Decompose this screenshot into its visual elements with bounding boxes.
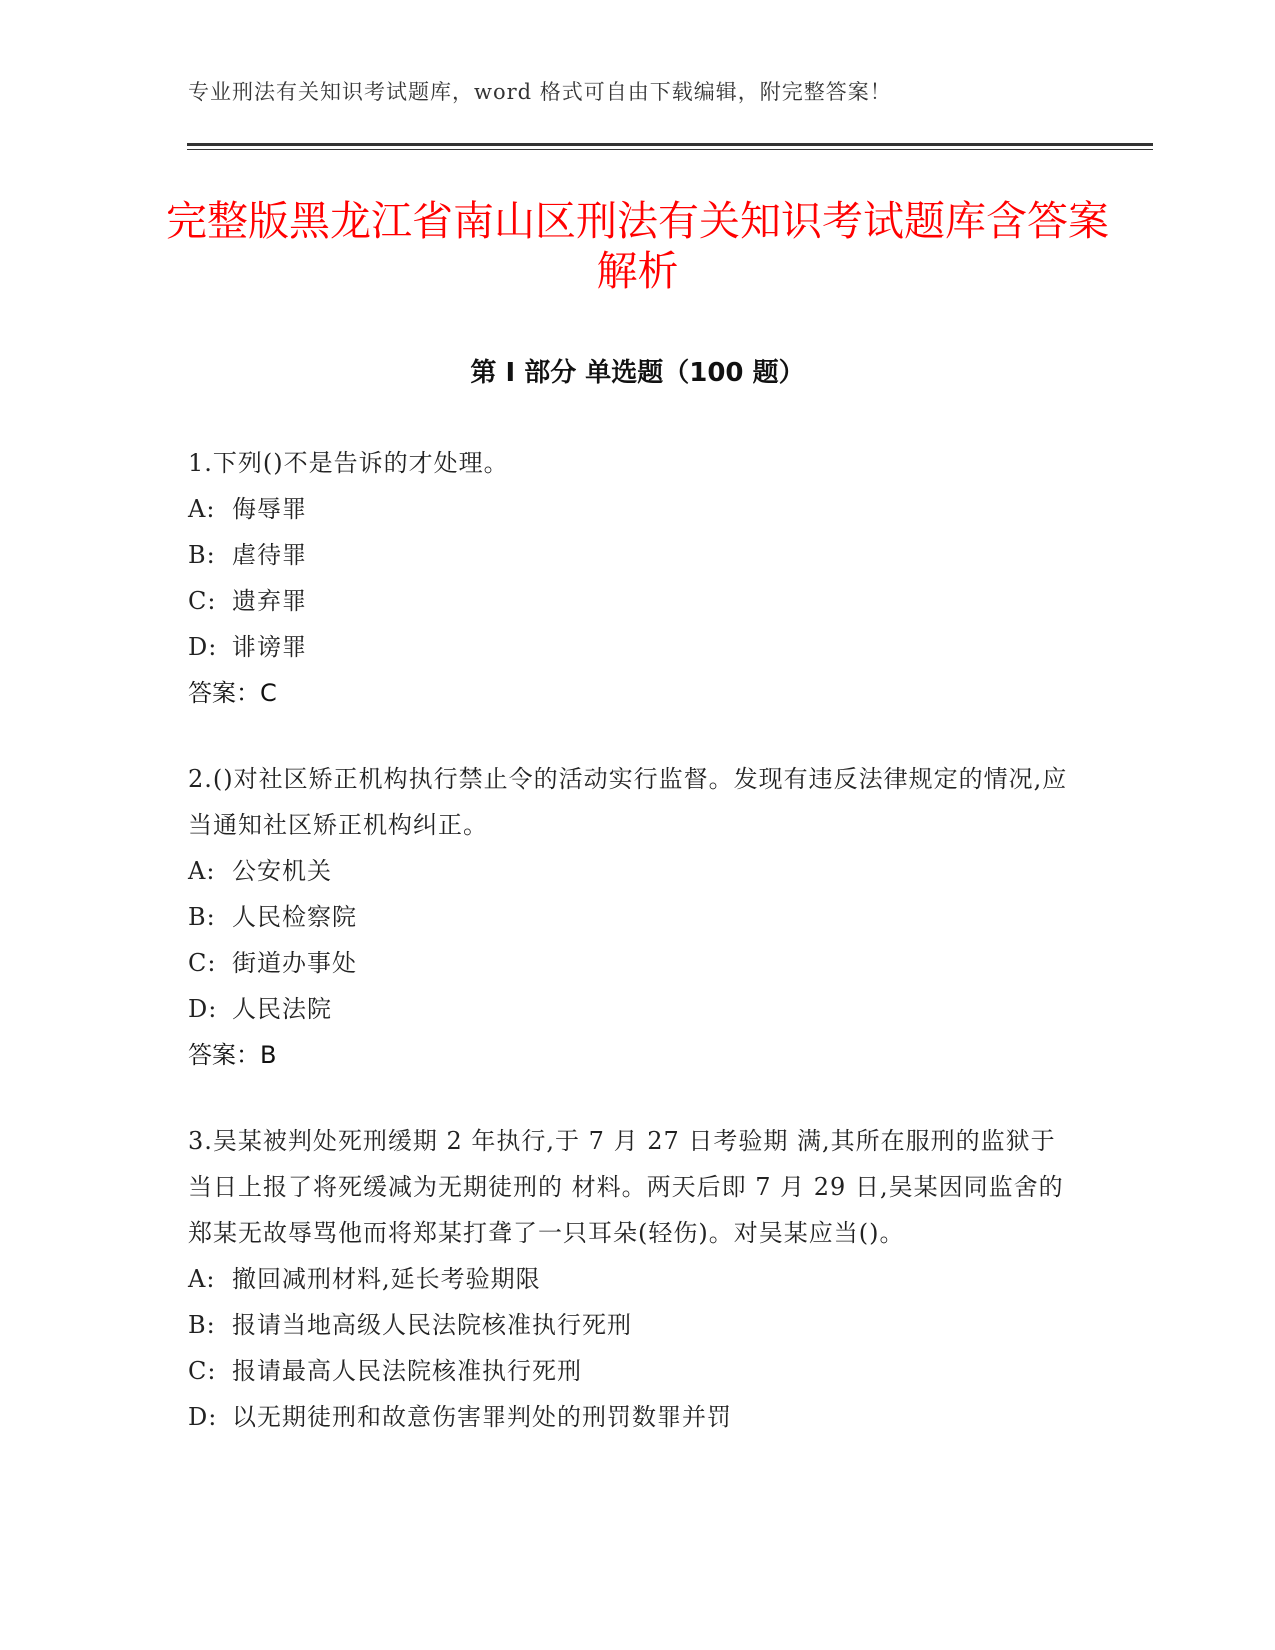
question-1 — [188, 440, 1068, 716]
option-c — [188, 578, 1068, 624]
question-stem: 3.吴某被判处死刑缓期 2 年执行,于 7 月 27 日考验期 满,其所在服刑的监狱于当日上报了将死缓减为无期徒刑的 材料。两天后即 7 月 29 日,吴某因同监舍的郑某无故辱骂他而将郑某打聋了一只耳朵(轻伤)。对吴某应当()。 — [188, 1127, 1064, 1247]
option-key: A: — [188, 495, 216, 523]
answer-line: 答案：B — [188, 1041, 277, 1069]
option-d — [188, 986, 1068, 1032]
option-key: A: — [188, 857, 216, 885]
option-key: C: — [188, 1357, 217, 1385]
option-key: C: — [188, 587, 217, 615]
option-c — [188, 940, 1068, 986]
header-note: 专业刑法有关知识考试题库，word 格式可自由下载编辑，附完整答案！ — [188, 80, 892, 104]
question-3 — [188, 1118, 1068, 1440]
document-title: 完整版黑龙江省南山区刑法有关知识考试题库含答案解析 — [166, 197, 1109, 295]
option-text: 人民检察院 — [232, 903, 357, 931]
option-text: 侮辱罪 — [232, 495, 307, 523]
question-stem: 1.下列()不是告诉的才处理。 — [188, 449, 509, 477]
option-key: D: — [188, 995, 218, 1023]
option-key: A: — [188, 1265, 216, 1293]
option-key: B: — [188, 541, 216, 569]
option-a — [188, 1256, 1068, 1302]
section-heading: 第 I 部分 单选题（100 题） — [470, 358, 805, 388]
option-text: 遗弃罪 — [232, 587, 307, 615]
option-b — [188, 894, 1068, 940]
option-d — [188, 1394, 1068, 1440]
option-text: 报请当地高级人民法院核准执行死刑 — [232, 1311, 632, 1339]
option-c — [188, 1348, 1068, 1394]
question-list — [188, 440, 1068, 1480]
option-key: C: — [188, 949, 217, 977]
option-text: 撤回减刑材料,延长考验期限 — [232, 1265, 541, 1293]
option-text: 虐待罪 — [232, 541, 307, 569]
option-a — [188, 486, 1068, 532]
option-d — [188, 624, 1068, 670]
option-b — [188, 532, 1068, 578]
option-text: 公安机关 — [232, 857, 332, 885]
header-rule-thick — [187, 143, 1153, 146]
option-key: D: — [188, 1403, 218, 1431]
answer-line: 答案：C — [188, 679, 277, 707]
option-key: D: — [188, 633, 218, 661]
question-2 — [188, 756, 1068, 1078]
option-text: 街道办事处 — [232, 949, 357, 977]
option-key: B: — [188, 903, 216, 931]
option-key: B: — [188, 1311, 216, 1339]
option-a — [188, 848, 1068, 894]
option-text: 人民法院 — [232, 995, 332, 1023]
option-text: 诽谤罪 — [232, 633, 307, 661]
option-b — [188, 1302, 1068, 1348]
option-text: 以无期徒刑和故意伤害罪判处的刑罚数罪并罚 — [232, 1403, 732, 1431]
question-stem: 2.()对社区矫正机构执行禁止令的活动实行监督。发现有违反法律规定的情况,应当通知社区矫正机构纠正。 — [188, 765, 1068, 839]
option-text: 报请最高人民法院核准执行死刑 — [232, 1357, 582, 1385]
header-rule-thin — [187, 149, 1153, 150]
